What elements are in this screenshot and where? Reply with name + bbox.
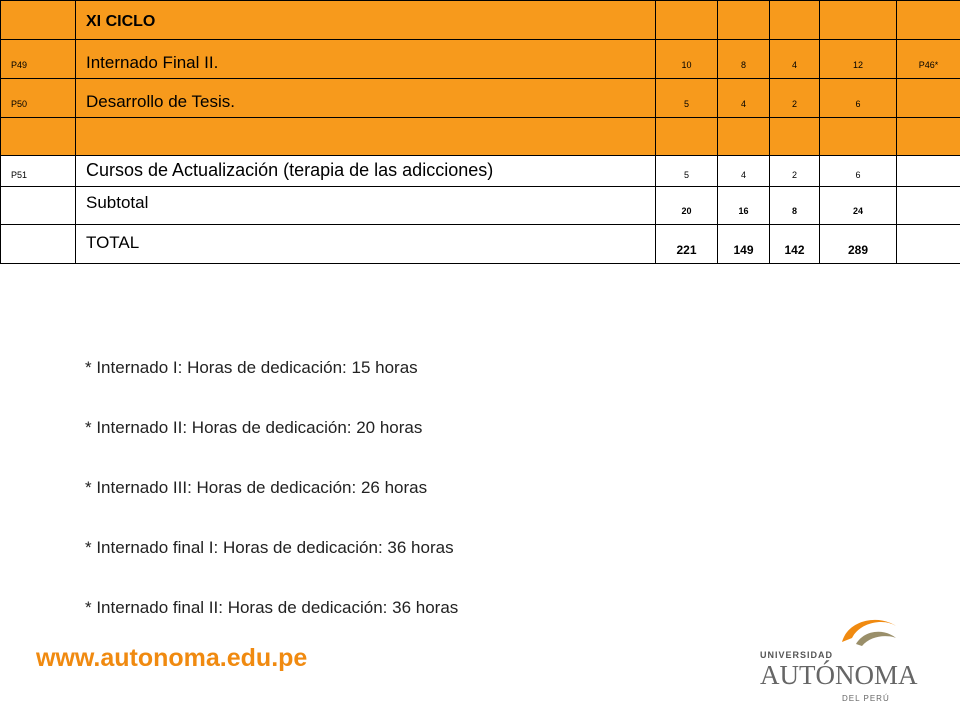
practice-hours-cell: [770, 118, 820, 156]
prerequisite-cell: [897, 156, 960, 187]
credits-cell: 5: [656, 156, 718, 187]
swirl-icon: [838, 612, 900, 652]
total-hours-cell: [820, 1, 897, 40]
curriculum-table: [0, 0, 960, 264]
prerequisite-cell: [897, 118, 960, 156]
total-hours-cell: [820, 118, 897, 156]
table-row: [1, 156, 960, 187]
total-hours-cell: 6: [820, 79, 897, 118]
practice-hours-cell: 142: [770, 225, 820, 264]
theory-hours-cell: [718, 1, 770, 40]
logo-line-university: UNIVERSIDAD: [760, 650, 834, 660]
note-line: * Internado final I: Horas de dedicación: 36 horas: [85, 538, 454, 557]
course-code: [1, 225, 76, 264]
subtotal-label: Subtotal: [76, 187, 656, 225]
logo-line-autonoma: AUTÓNOMA: [760, 660, 918, 690]
total-hours-cell: 289: [820, 225, 897, 264]
credits-cell: [656, 118, 718, 156]
table-row: [1, 118, 960, 156]
theory-hours-cell: 4: [718, 156, 770, 187]
website-link[interactable]: www.autonoma.edu.pe: [36, 644, 308, 672]
course-code: P50: [1, 79, 76, 118]
note-line: * Internado final II: Horas de dedicación: 36 horas: [85, 598, 459, 617]
course-code: P49: [1, 40, 76, 79]
total-hours-cell: 6: [820, 156, 897, 187]
prerequisite-cell: P46*: [897, 40, 960, 79]
internship-notes: [85, 355, 458, 655]
prerequisite-cell: [897, 1, 960, 40]
credits-cell: 10: [656, 40, 718, 79]
course-name: Internado Final II.: [76, 40, 656, 79]
theory-hours-cell: 8: [718, 40, 770, 79]
practice-hours-cell: 4: [770, 40, 820, 79]
theory-hours-cell: 16: [718, 187, 770, 225]
course-name: [76, 118, 656, 156]
course-name: Cursos de Actualización (terapia de las adicciones): [76, 156, 656, 187]
credits-cell: 221: [656, 225, 718, 264]
theory-hours-cell: [718, 118, 770, 156]
prerequisite-cell: [897, 225, 960, 264]
prerequisite-cell: [897, 79, 960, 118]
total-hours-cell: 24: [820, 187, 897, 225]
logo-line-peru: DEL PERÚ: [842, 694, 890, 703]
total-hours-cell: 12: [820, 40, 897, 79]
university-logo: [760, 612, 918, 712]
total-label: TOTAL: [76, 225, 656, 264]
course-name: Desarrollo de Tesis.: [76, 79, 656, 118]
credits-cell: 5: [656, 79, 718, 118]
table-row: [1, 79, 960, 118]
practice-hours-cell: 2: [770, 79, 820, 118]
table-row: [1, 40, 960, 79]
theory-hours-cell: 149: [718, 225, 770, 264]
course-code: [1, 1, 76, 40]
cycle-heading: XI CICLO: [76, 1, 656, 40]
credits-cell: 20: [656, 187, 718, 225]
course-code: [1, 187, 76, 225]
credits-cell: [656, 1, 718, 40]
table-row: [1, 1, 960, 40]
note-line: * Internado II: Horas de dedicación: 20 horas: [85, 418, 423, 437]
course-code: [1, 118, 76, 156]
note-line: * Internado III: Horas de dedicación: 26 horas: [85, 478, 428, 497]
note-line: * Internado I: Horas de dedicación: 15 horas: [85, 358, 418, 377]
practice-hours-cell: 8: [770, 187, 820, 225]
theory-hours-cell: 4: [718, 79, 770, 118]
table-row: [1, 225, 960, 264]
practice-hours-cell: 2: [770, 156, 820, 187]
table-row: [1, 187, 960, 225]
prerequisite-cell: [897, 187, 960, 225]
practice-hours-cell: [770, 1, 820, 40]
course-code: P51: [1, 156, 76, 187]
